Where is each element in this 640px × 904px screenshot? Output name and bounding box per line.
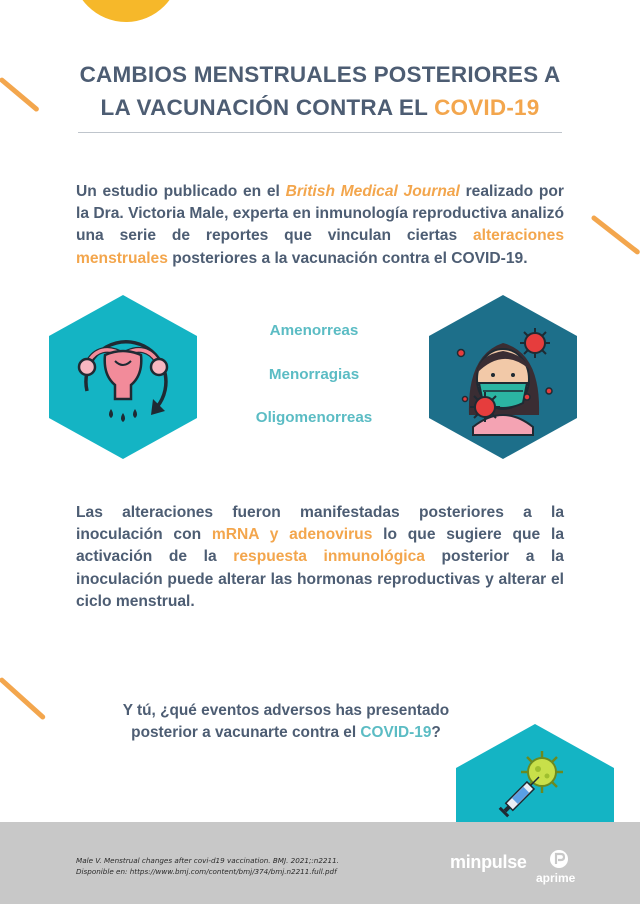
- conditions-list: [226, 320, 402, 451]
- aprime-logo: aprime: [536, 871, 576, 885]
- question-highlight: COVID-19: [360, 724, 432, 741]
- page-title: [60, 58, 580, 124]
- title-line-1: CAMBIOS MENSTRUALES POSTERIORES A: [79, 62, 561, 87]
- title-line-2: LA VACUNACIÓN CONTRA EL: [100, 95, 435, 120]
- masked-person-virus-icon: [429, 295, 577, 459]
- decorative-stroke: [0, 677, 46, 721]
- reference-url: Disponible en: https://www.bmj.com/content/bmj/374/bmj.n2211.full.pdf: [76, 867, 337, 876]
- condition-item: Amenorreas: [269, 322, 359, 339]
- uterus-cycle-icon: [49, 295, 197, 459]
- reference-line-1: Male V. Menstrual changes after covi-d19 vaccination. BMJ. 2021;:n2211.: [76, 856, 339, 865]
- intro-highlight: alteraciones menstruales: [76, 227, 564, 267]
- minpulse-logo: minpulse: [450, 852, 527, 872]
- body-highlight-immune-response: respuesta inmunológica: [233, 548, 425, 566]
- intro-paragraph: Un estudio publicado en el British Medical Journal realizado por la Dra. Victoria Male, experta en inmunología reproductiva analizó una serie de reportes que vinculan ciertas alteraciones menstruales posteriores a la vacunación contra el COVID-19.: [76, 183, 565, 267]
- body-paragraph: Las alteraciones fueron manifestadas posteriores a la inoculación con mRNA y adenovirus lo que sugiere que la activación de la respuesta inmunológica posterior a la inoculación puede alterar las hormonas reproductivas y alterar el ciclo menstrual.: [76, 504, 564, 610]
- closing-question: Y tú, ¿qué eventos adversos has presentado posterior a vacunarte contra el COVID-19?: [122, 702, 450, 741]
- condition-item: Oligomenorreas: [255, 409, 373, 426]
- condition-item: Menorragias: [268, 365, 360, 383]
- title-divider: [78, 132, 562, 133]
- body-highlight-vaccines: mRNA y adenovirus: [211, 526, 373, 544]
- vaccine-virus-icon: [456, 724, 614, 824]
- title-highlight: COVID-19: [434, 95, 540, 120]
- journal-name: British Medical Journal: [285, 183, 460, 200]
- decorative-stroke: [590, 215, 640, 256]
- decorative-stroke: [0, 77, 40, 113]
- decorative-top-blob: [72, 0, 180, 22]
- reference-citation: [76, 855, 339, 877]
